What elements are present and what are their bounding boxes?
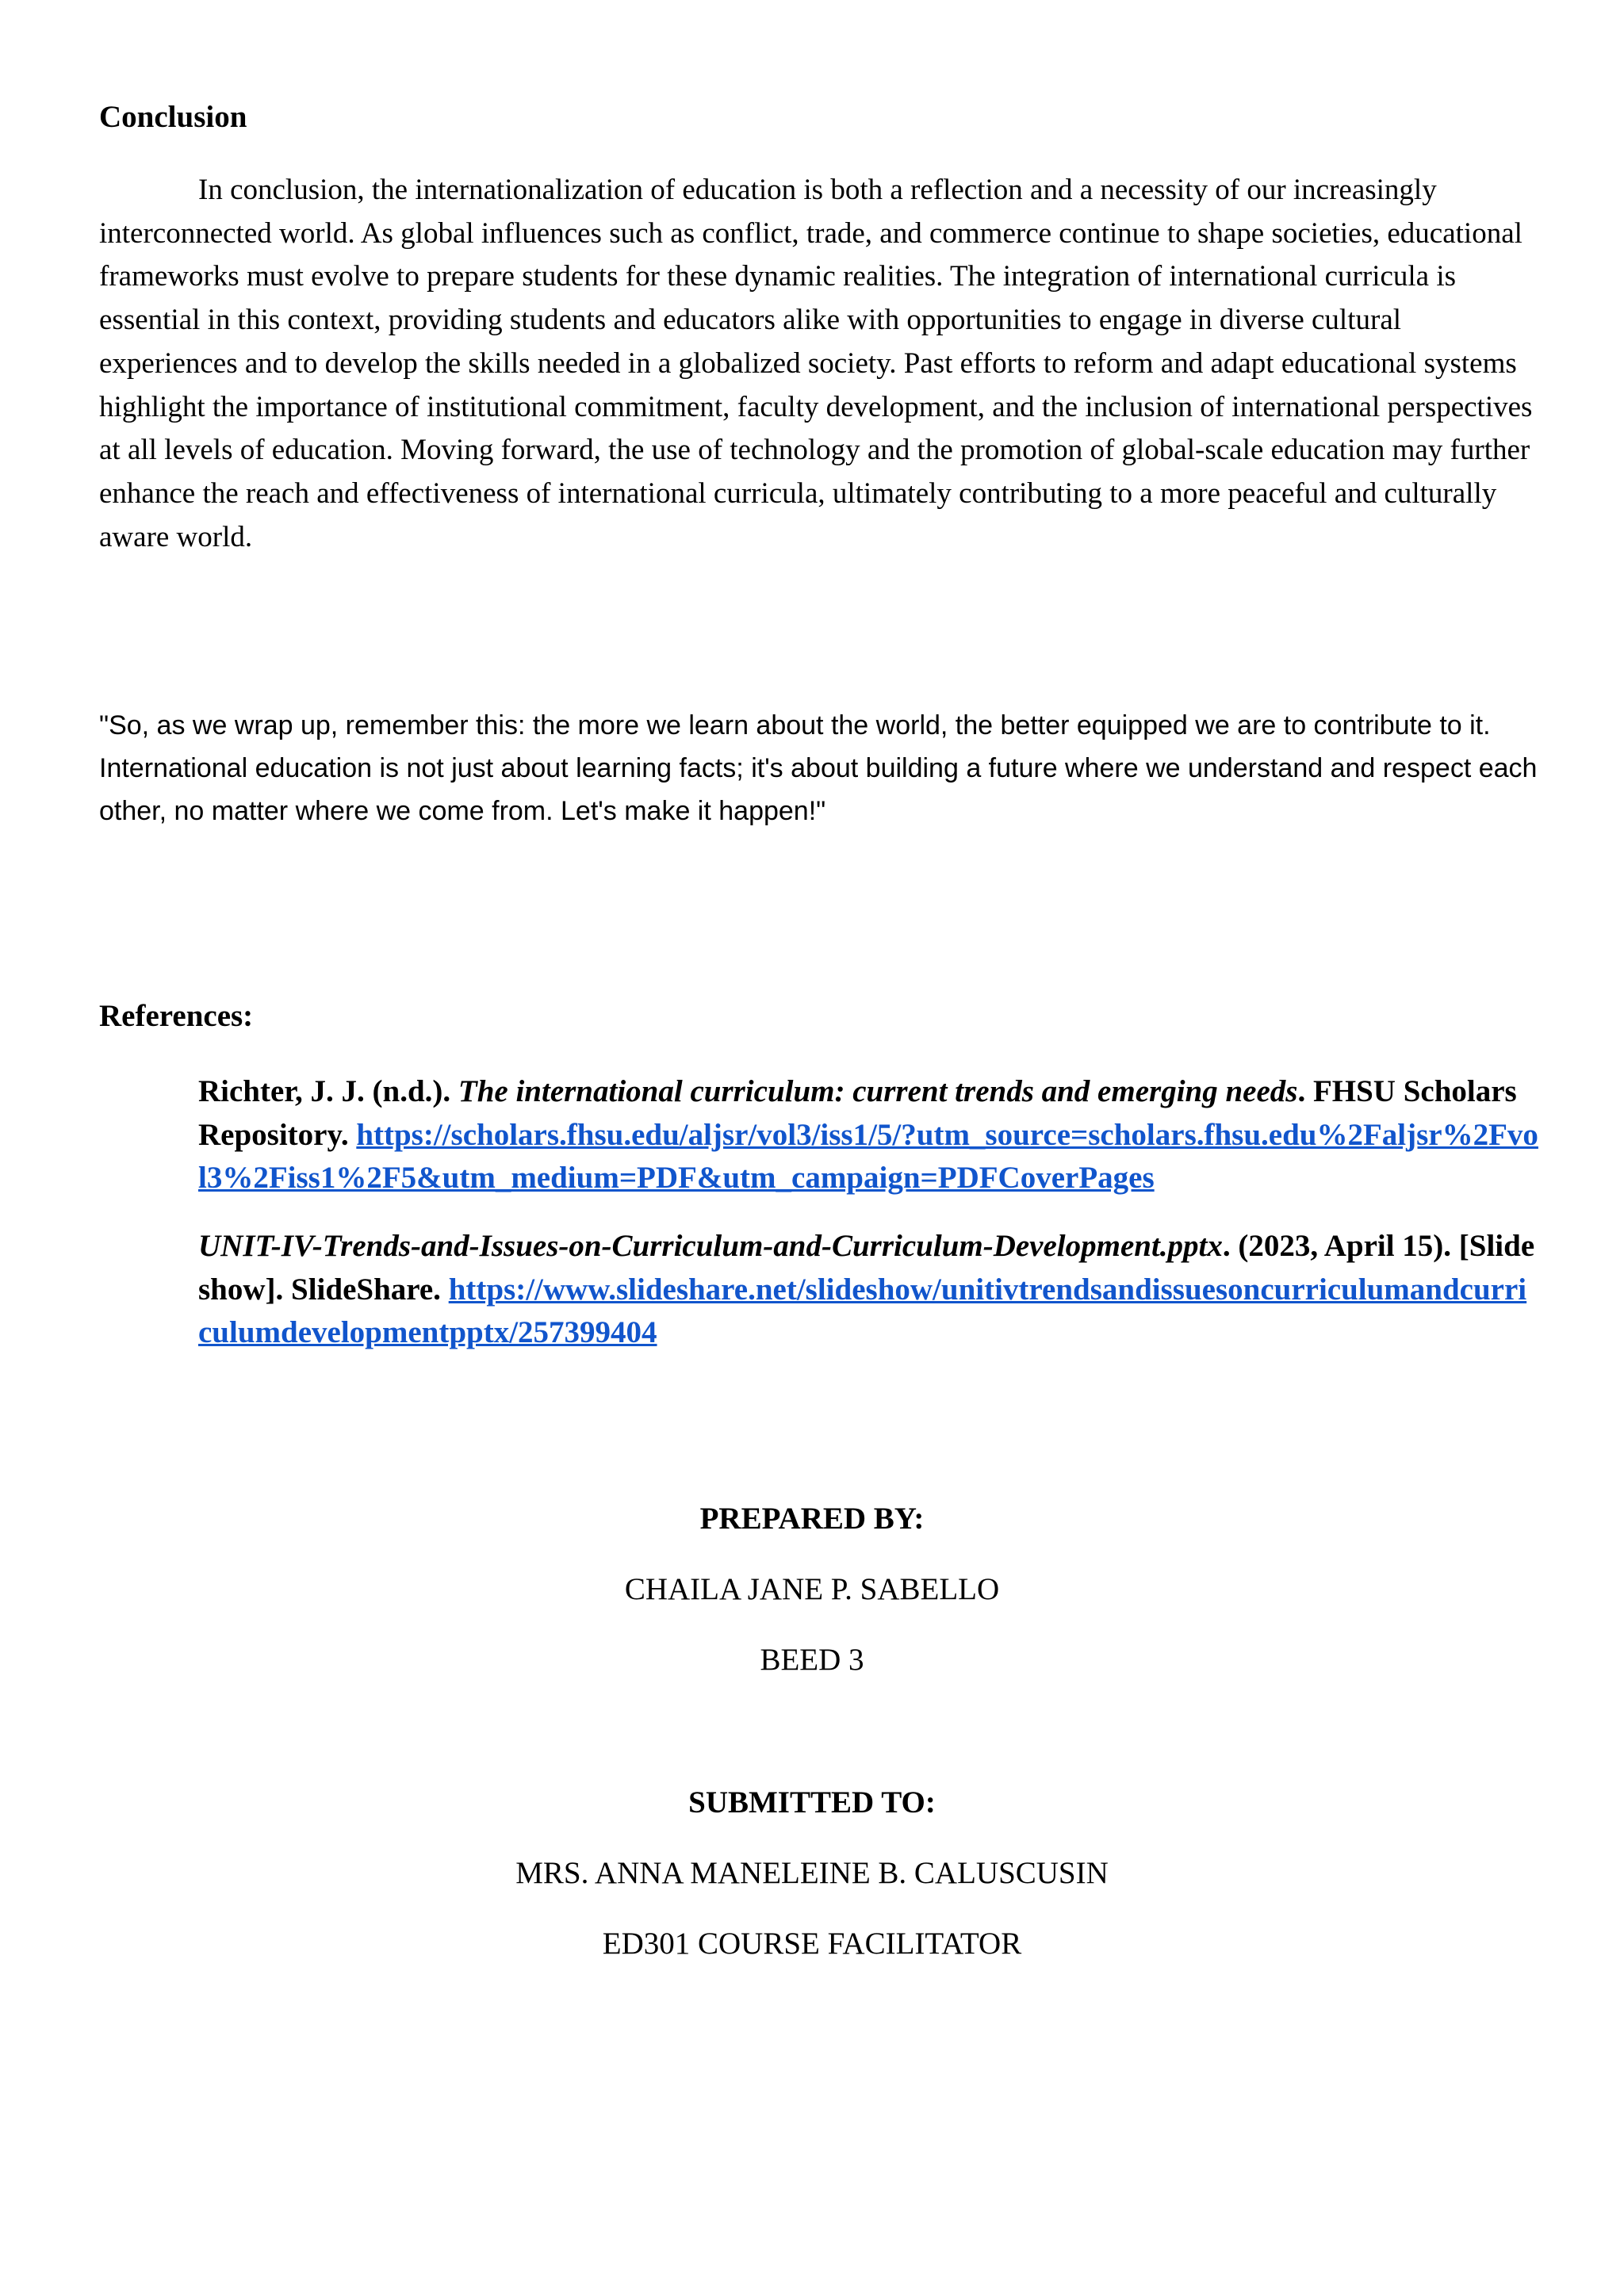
reference-item <box>198 1070 1538 1200</box>
prepared-by-name: CHAILA JANE P. SABELLO <box>624 1572 1000 1606</box>
reference-item <box>198 1225 1538 1355</box>
reference-publisher: . (2023, April 15). [Slide show]. SlideShare. <box>198 1229 1535 1307</box>
prepared-by-section: BEED 3 <box>760 1643 864 1677</box>
conclusion-paragraph: In conclusion, the internationalization of education is both a reflection and a necessity of our increasingly interconnected world. As global influences such as conflict, trade, and commerce continue to shape societies, educational frameworks must evolve to prepare students for these dynamic realities. The integration of international curricula is essential in this context, providing students and educators alike with opportunities to engage in diverse cultural experiences and to develop the skills needed in a globalized society. Past efforts to reform and adapt educational systems highlight the importance of institutional commitment, faculty development, and the inclusion of international perspectives at all levels of education. Moving forward, the use of technology and the promotion of global-scale education may further enhance the reach and effectiveness of international curricula, ultimately contributing to a more peaceful and culturally aware world. <box>99 174 1533 553</box>
reference-link[interactable]: https://www.slideshare.net/slideshow/unitivtrendsandissuesoncurriculumandcurriculumdevelopmentpptx/257399404 <box>198 1272 1527 1350</box>
conclusion-heading: Conclusion <box>99 100 247 134</box>
reference-link[interactable]: https://scholars.fhsu.edu/aljsr/vol3/iss1/5/?utm_source=scholars.fhsu.edu%2Faljsr%2Fvol3%2Fiss1%2F5&utm_medium=PDF&utm_campaign=PDFCoverPages <box>198 1117 1538 1196</box>
reference-publisher: . FHSU Scholars Repository. <box>198 1074 1517 1152</box>
submitted-to-name: MRS. ANNA MANELEINE B. CALUSCUSIN <box>515 1856 1109 1890</box>
references-heading: References: <box>99 999 254 1033</box>
submitted-to-label: SUBMITTED TO: <box>688 1785 936 1820</box>
reference-title: The international curriculum: current trends and emerging needs <box>458 1074 1298 1108</box>
closing-quote: "So, as we wrap up, remember this: the more we learn about the world, the better equipped we are to contribute to it. International education is not just about learning facts; it's about building a future where we understand and respect each other, no matter where we come from. Let's make it happen!" <box>99 710 1538 826</box>
submitted-to-title: ED301 COURSE FACILITATOR <box>602 1927 1022 1961</box>
reference-authors: Richter, J. J. (n.d.). <box>198 1074 458 1108</box>
reference-title: UNIT-IV-Trends-and-Issues-on-Curriculum-and-Curriculum-Development.pptx <box>198 1229 1223 1263</box>
prepared-by-label: PREPARED BY: <box>699 1502 925 1536</box>
